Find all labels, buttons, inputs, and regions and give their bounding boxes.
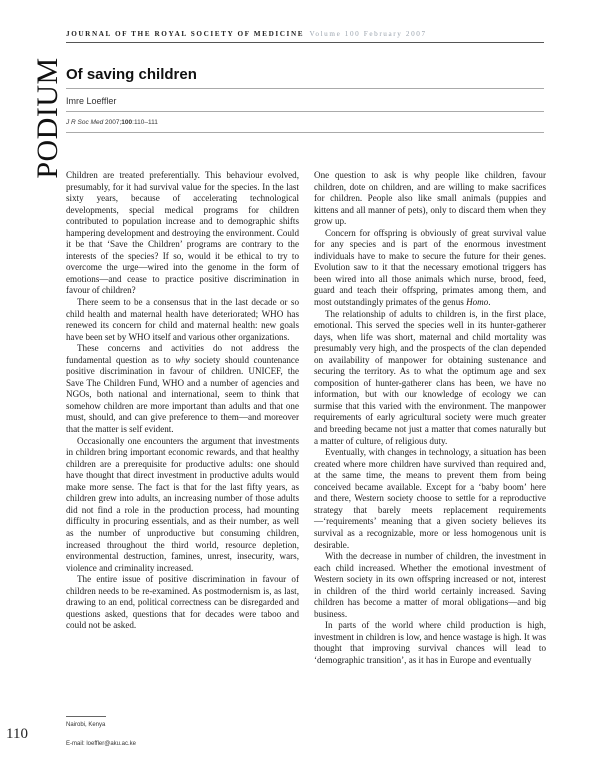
paragraph: There seem to be a consensus that in the last decade or so child health and maternal health have deteriorated; WHO has renewed its concern for child and maternal health: new goals have been set by WHO itself and various other organizations. bbox=[66, 297, 299, 342]
page-number: 110 bbox=[6, 726, 28, 742]
citation-pages: :110–111 bbox=[132, 119, 158, 126]
header-rule bbox=[66, 42, 544, 43]
paragraph: Occasionally one encounters the argument that investments in children bring important economic rewards, and that healthy children are a prerequisite for productive adults: one should have thought that direct investment in productive adults would make more sense. The fact is that for the last fifty years, as children grew into adults, an increasing number of those adults did not find a role in the production process, had mounting difficulty in procuring essentials, and as their number, as well as the number of unproductive but consuming children, increased throughout the third world, resource depletion, environmental destruction, famines, unrest, insecurity, wars, violence and criminality increased. bbox=[66, 435, 299, 573]
paragraph: With the decrease in number of children, the investment in each child increased. Whether the emotional investment of Western society in its own offspring increased or not, interest in children of the third world certainly increased. Saving children has become a matter of moral obligations—and big business. bbox=[314, 551, 546, 619]
citation-volume: 100 bbox=[121, 119, 133, 126]
article-author: Imre Loeffler bbox=[66, 96, 117, 106]
paragraph: Concern for offspring is obviously of great survival value for any species and is part of the enormous investment individuals have to make to secure the future for their genes. Evolution saw to it that the necessary emotional triggers has been wired into all those animals which nurse, brood, feed, guard and teach their offspring, primates among them, and most outstandingly primates of the genus Homo. bbox=[314, 227, 546, 308]
footnote-location: Nairobi, Kenya bbox=[66, 722, 106, 728]
footnote-email: E-mail: loeffler@aku.ac.ke bbox=[66, 741, 137, 747]
citation-rule bbox=[66, 132, 544, 133]
paragraph: In parts of the world where child production is high, investment in children is low, and hence wastage is high. It was thought that improving survival chances will lead to ‘demographic transition’, as it has in Europe and eventually bbox=[314, 620, 546, 665]
volume-date: Volume 100 February 2007 bbox=[309, 30, 427, 38]
paragraph: One question to ask is why people like children, favour children, dote on children, and are willing to make sacrifices for children. People also like small animals (puppies and kittens and all manner of pets), only to discard them when they grow up. bbox=[314, 170, 546, 227]
body-column-left bbox=[66, 170, 299, 632]
paragraph: The relationship of adults to children is, in the first place, emotional. This served the species well in its hunter-gatherer days, when life was short, maternal and child mortality was presumably very high, and the prospects of the clan depended on availability of manpower for obtaining sustenance and securing the territory. As to what the optimum age and sex composition of hunter-gatherer clans has been, we have no information, but with our knowledge of ecology we can surmise that this varied with the environment. The manpower requirements of early agricultural society were much greater and breeding became not just a matter that comes naturally but a matter of culture, of religious duty. bbox=[314, 308, 546, 446]
paragraph: These concerns and activities do not address the fundamental question as to why society should countenance positive discrimination in favour of children. UNICEF, the Save The Children Fund, WHO and a number of agencies and NGOs, both national and international, seem to think that somehow children are more important than adults and that one must, should, and can give preference to them—and moreover that the matter is self evident. bbox=[66, 343, 299, 435]
paragraph: Children are treated preferentially. This behaviour evolved, presumably, for it had survival value for the species. In the last sixty years, because of accelerating technological developments, special medical programs for children contributed to population increase and to demographic shifts hampering development and destroying the environment. Could it be that ‘Save the Children’ programs are contrary to the interests of the species? If so, would it be ethical to try to overcome the urge—wired into the genome in the form of emotions—and cease to practice positive discrimination in favour of children? bbox=[66, 170, 299, 296]
journal-name: JOURNAL OF THE ROYAL SOCIETY OF MEDICINE bbox=[66, 30, 305, 38]
running-header bbox=[66, 30, 427, 38]
section-label: PODIUM bbox=[31, 57, 64, 179]
paragraph: Eventually, with changes in technology, a situation has been created where more children have survived than required and, at the same time, the means to prevent them from being conceived became available. Except for a ‘baby boom’ here and there, Western society choose to settle for a reproductive strategy that barely meets replacement requirements—‘requirements’ meaning that a given society believes its survival as a recognizable, more or less homogenous unit is desirable. bbox=[314, 447, 546, 550]
body-column-right bbox=[314, 170, 546, 667]
author-rule bbox=[66, 111, 544, 112]
article-citation bbox=[66, 119, 158, 126]
citation-year: 2007; bbox=[103, 119, 122, 126]
paragraph: The entire issue of positive discrimination in favour of children needs to be re-examined. As postmodernism is, as last, drawing to an end, political correctness can be disregarded and questions asked, questions that for decades were taboo and could not be asked. bbox=[66, 574, 299, 631]
footnote-rule bbox=[66, 716, 106, 717]
article-title: Of saving children bbox=[66, 66, 197, 83]
title-rule bbox=[66, 88, 544, 89]
citation-journal: J R Soc Med bbox=[66, 119, 104, 126]
